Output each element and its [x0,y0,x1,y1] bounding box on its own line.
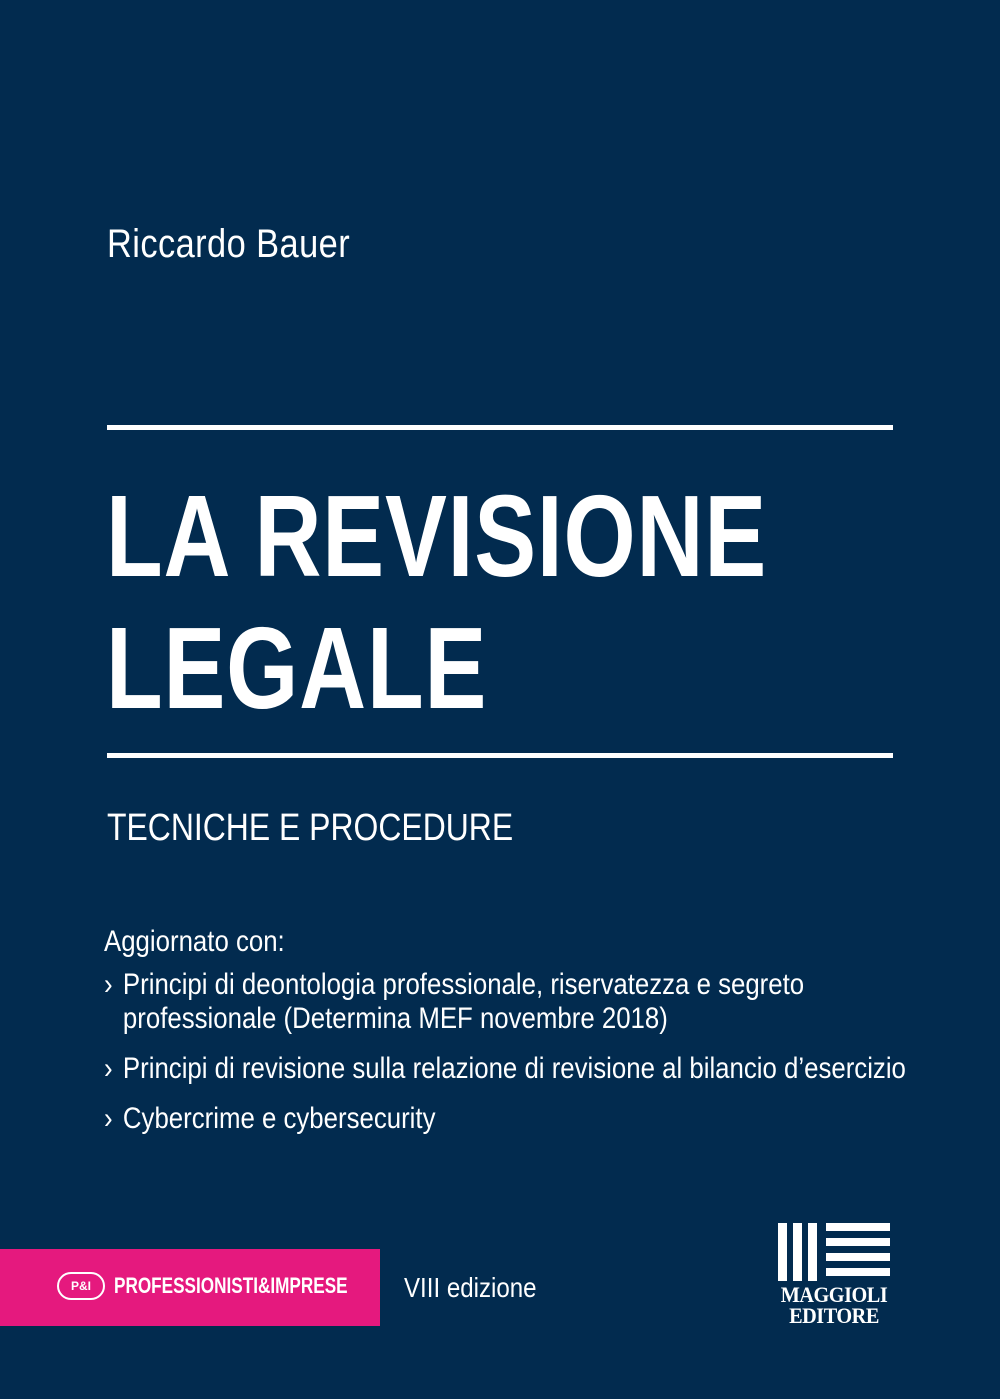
chevron-right-icon: › [104,1052,113,1085]
chevron-right-icon: › [104,1102,113,1135]
book-title [106,470,767,734]
list-item [104,968,906,1036]
title-rule-bottom [107,753,893,758]
list-item [104,1102,906,1136]
title-line-2: LEGALE [106,603,488,733]
publisher-name-line-1: MAGGIOLI [780,1282,888,1307]
title-rule-top [107,425,893,430]
author-name: Riccardo Bauer [107,222,351,266]
list-item-line: professionale (Determina MEF novembre 2018) [122,1002,668,1035]
publisher-name-line-2: EDITORE [789,1303,879,1328]
publisher-logo [776,1221,892,1329]
title-line-1: LA REVISIONE [106,471,768,601]
book-subtitle: TECNICHE E PROCEDURE [107,807,514,849]
edition-label: VIII edizione [404,1272,537,1303]
series-band [0,1249,380,1326]
list-item-line: Cybercrime e cybersecurity [122,1102,436,1135]
list-item [104,1052,906,1086]
series-logo: P&I [57,1272,105,1300]
list-item-line: Principi di revisione sulla relazione di revisione al bilancio d’esercizio [122,1052,906,1085]
series-name: PROFESSIONISTI&IMPRESE [114,1273,348,1298]
chevron-right-icon: › [104,968,113,1001]
updates-heading: Aggiornato con: [104,925,285,958]
updates-block [104,922,906,1152]
maggioli-bars-icon [776,1221,892,1283]
updates-list [104,968,906,1136]
list-item-line: Principi di deontologia professionale, riservatezza e segreto [122,968,805,1001]
